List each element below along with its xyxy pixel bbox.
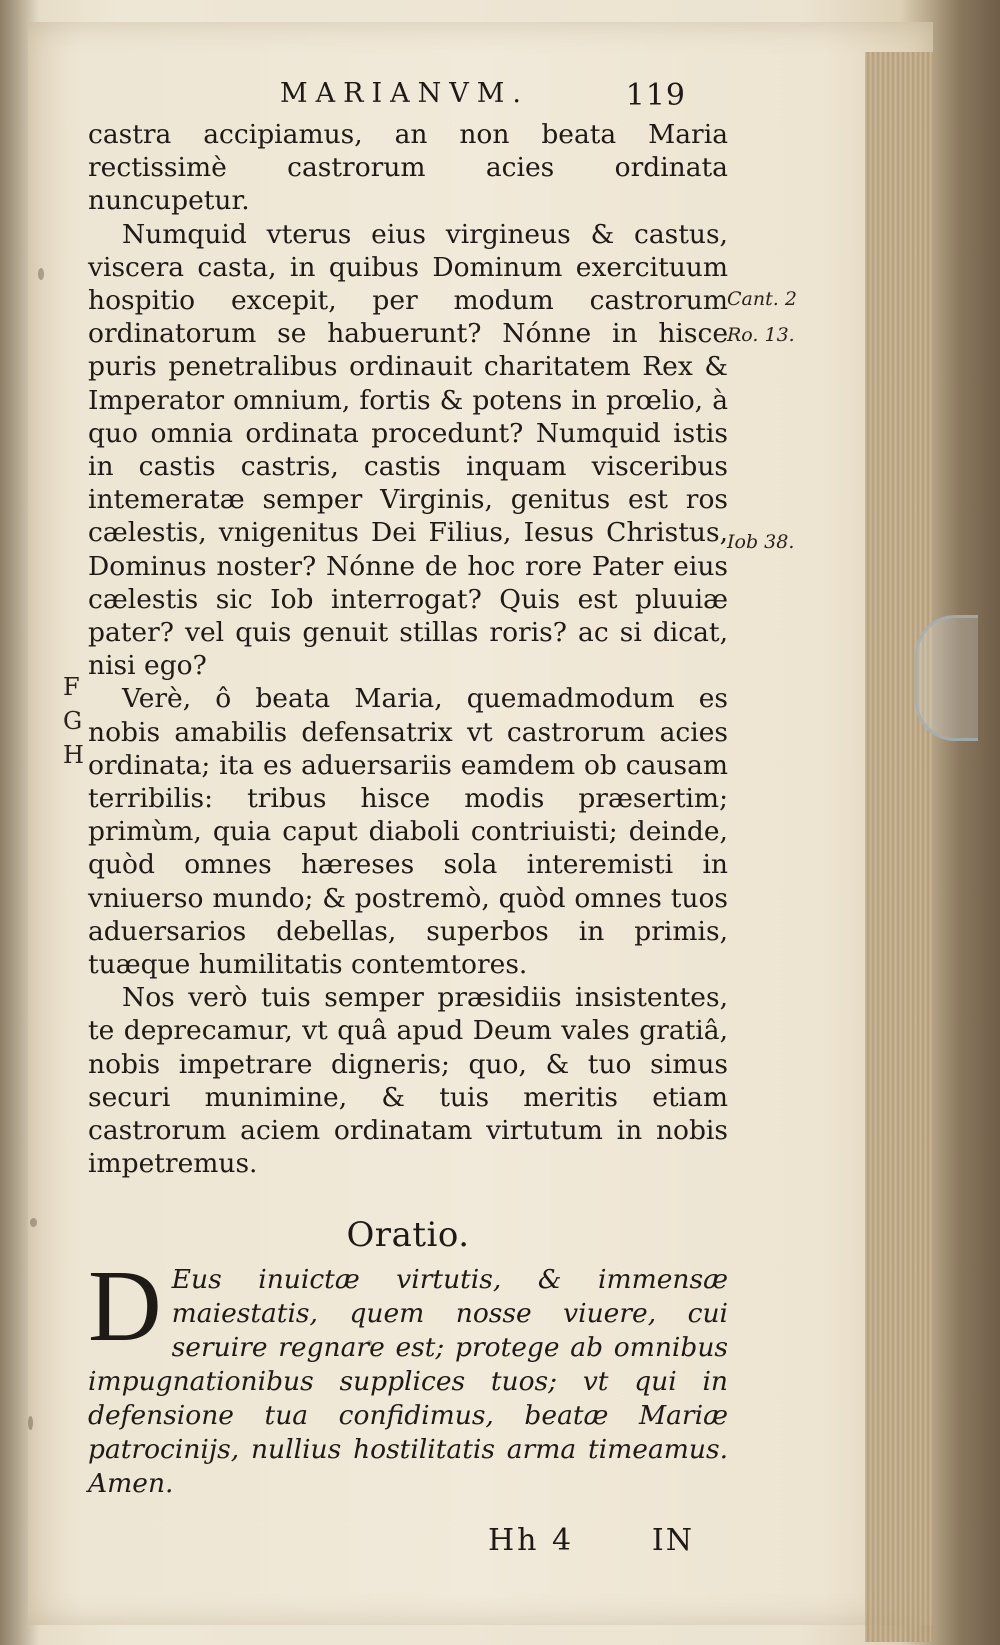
paragraph-3: Verè, ô beata Maria, quemadmodum es nobis amabilis defensatrix vt castrorum acies ordinata; ita es aduersariis eamdem ob causam terribilis: tribus hisce modis præsertim; primùm, quia caput diaboli contriuisti; deinde, quòd omnes hæreses sola interemisti in vniuerso mundo; & postremò, quòd omnes tuos aduersarios debellas, superbos in primis, tuæque humilitatis contemtores. (88, 683, 728, 981)
margin-note-cant: Cant. 2 (727, 288, 797, 310)
page-number: 119 (625, 78, 686, 113)
drop-cap: D (88, 1249, 162, 1363)
prayer-block (88, 1249, 728, 1501)
prayer-heading: Oratio. (346, 1214, 470, 1255)
catchword: IN (651, 1522, 694, 1558)
margin-letter-f: F (63, 673, 80, 701)
margin-letter-g: G (63, 707, 83, 735)
running-title: MARIANVM. (280, 78, 529, 109)
paper-clip (915, 615, 978, 741)
prayer-text: Eus inuictæ virtutis, & immensæ maiestatis, quem nosse viuere, cui seruire regnare est; protege ab omnibus impugnationibus supplices tuos; vt qui in defensione tua confidimus, beatæ Mariæ patrocinijs, nullius hostilitatis arma timeamus. Amen. (88, 1263, 728, 1499)
page-fore-edge (865, 52, 933, 1642)
page-footer (88, 1523, 728, 1563)
margin-note-ro: Ro. 13. (727, 324, 795, 346)
page-header (88, 78, 728, 118)
paragraph-4: Nos verò tuis semper præsidiis insistentes, te deprecamur, vt quâ apud Deum vales gratiâ, nobis impetrare digneris; quo, & tuo simus securi munimine, & tuis meritis etiam castrorum aciem ordinatam virtutum in nobis impetremus. (88, 982, 728, 1180)
margin-note-iob: Iob 38. (727, 531, 795, 553)
page-text-block (88, 78, 728, 1563)
ink-smudge (28, 1416, 33, 1430)
signature-mark: Hh 4 (488, 1522, 575, 1558)
margin-letter-h: H (63, 741, 84, 769)
ink-smudge (38, 268, 44, 280)
paragraph-1: castra accipiamus, an non beata Maria rectissimè castrorum acies ordinata nuncupetur. (88, 119, 728, 217)
ink-smudge (30, 1218, 37, 1227)
paragraph-2: Numquid vterus eius virgineus & castus, viscera casta, in quibus Dominum exercituum hospitio excepit, per modum castrorum ordinatorum se habuerunt? Nónne in hisce puris penetralibus ordinauit charitatem Rex & Imperator omnium, fortis & potens in prœlio, à quo omnia ordinata procedunt? Numquid istis in castis castris, castis inquam visceribus intemeratæ semper Virginis, genitus est ros cælestis, vnigenitus Dei Filius, Iesus Christus, Dominus noster? Nónne de hoc rore Pater eius cælestis sic Iob interrogat? Quis est pluuiæ pater? vel quis genuit stillas roris? ac si dicat, nisi ego? (88, 218, 728, 682)
